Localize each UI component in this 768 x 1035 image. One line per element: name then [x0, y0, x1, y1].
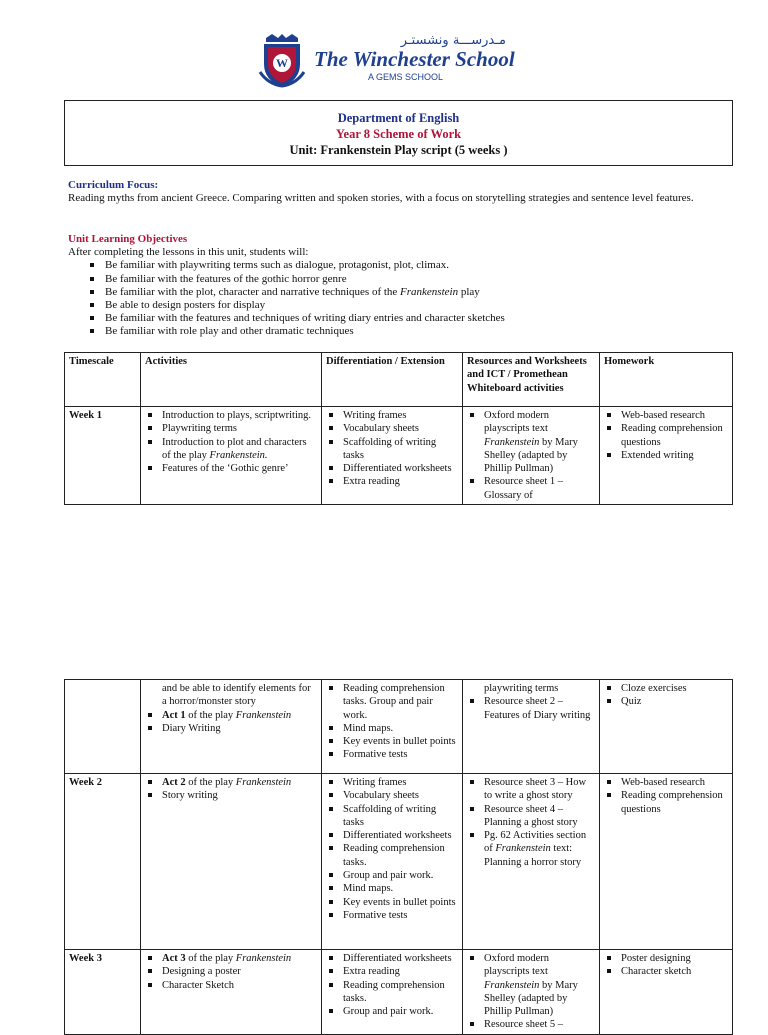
department-title: Department of English: [337, 111, 460, 125]
cell-list-item: Oxford modern playscripts text Frankenstein by Mary Shelley (adapted by Phillip Pullman): [467, 952, 595, 1018]
cell-list-item: Formative tests: [326, 748, 458, 761]
cell-list-item: Scaffolding of writing tasks: [326, 436, 458, 463]
objectives-heading: Unit Learning Objectives: [68, 233, 188, 245]
cell-list-item: Character Sketch: [145, 979, 317, 992]
cell-list-item: Vocabulary sheets: [326, 422, 458, 435]
cell-list-item: Oxford modern playscripts text Frankenstein by Mary Shelley (adapted by Phillip Pullman): [467, 409, 595, 475]
objective-item: Be familiar with role play and other dramatic techniques: [68, 325, 708, 338]
document-header-box: [64, 100, 733, 166]
col-header-activities: Activities: [141, 353, 322, 407]
cell-list-item: Extra reading: [326, 475, 458, 488]
week2-differentiation: [326, 776, 458, 922]
objective-item: Be familiar with the features and techniques of writing diary entries and character sketches: [68, 312, 708, 325]
curriculum-text: Reading myths from ancient Greece. Comparing written and spoken stories, with a focus on storytelling strategies and sentence level features.: [68, 192, 694, 205]
cell-list-item: Web-based research: [604, 409, 728, 422]
school-name: The Winchester School: [314, 47, 515, 71]
cell-list-item: Act 2 of the play Frankenstein: [145, 776, 317, 789]
cell-list-item: Reading comprehension tasks.: [326, 842, 458, 869]
school-subtitle: A GEMS SCHOOL: [368, 72, 444, 82]
cell-list-item: Formative tests: [326, 909, 458, 922]
week2-resources: [467, 776, 595, 869]
cell-list-item: Writing frames: [326, 409, 458, 422]
week1-homework-continued: [604, 682, 728, 709]
week2-activities: [145, 776, 317, 803]
col-header-differentiation: Differentiation / Extension: [322, 353, 463, 407]
cell-list-item: Differentiated worksheets: [326, 462, 458, 475]
cell-list-item: Introduction to plays, scriptwriting.: [145, 409, 317, 422]
table-row-week2: [65, 774, 733, 950]
objectives-intro: After completing the lessons in this unit, students will:: [68, 246, 309, 259]
week3-differentiation: [326, 952, 458, 1018]
cell-list-item: Writing frames: [326, 776, 458, 789]
table-row-week1: [65, 407, 733, 505]
cell-list-item: Cloze exercises: [604, 682, 728, 695]
cell-list-item: Mind maps.: [326, 722, 458, 735]
cell-list-item: Extra reading: [326, 965, 458, 978]
cell-list-item: Poster designing: [604, 952, 728, 965]
week3-homework: [604, 952, 728, 979]
objective-item: Be able to design posters for display: [68, 299, 708, 312]
cell-list-item: Introduction to plot and characters of the play Frankenstein.: [145, 436, 317, 463]
cell-list-item: playwriting terms: [484, 683, 559, 694]
school-logo: [258, 32, 515, 90]
week1-homework: [604, 409, 728, 462]
scheme-table-page1: [64, 352, 733, 505]
col-header-resources: Resources and Worksheets and ICT / Promethean Whiteboard activities: [463, 353, 600, 407]
col-header-homework: Homework: [600, 353, 733, 407]
cell-list-item: Features of the ‘Gothic genre’: [145, 462, 317, 475]
week1-resources: [467, 409, 595, 502]
objective-item: Be familiar with playwriting terms such as dialogue, protagonist, plot, climax.: [68, 259, 708, 272]
cell-list-item: Resource sheet 5 –: [467, 1018, 595, 1031]
curriculum-section: [68, 179, 708, 205]
week1-differentiation: [326, 409, 458, 489]
cell-list-item: Reading comprehension tasks. Group and pair work.: [326, 682, 458, 722]
cell-list-item: Quiz: [604, 695, 728, 708]
objectives-list: [68, 259, 708, 338]
cell-list-item: Reading comprehension questions: [604, 422, 728, 449]
objective-item: Be familiar with the features of the gothic horror genre: [68, 273, 708, 286]
objectives-section: [68, 233, 708, 339]
crest-letter: W: [276, 56, 288, 70]
col-header-timescale: Timescale: [65, 353, 141, 407]
cell-list-item: Resource sheet 4 – Planning a ghost story: [467, 803, 595, 830]
week3-activities: [145, 952, 317, 992]
school-crest-icon: [258, 32, 306, 88]
week2-homework: [604, 776, 728, 816]
week1-activities-continued: [145, 682, 317, 735]
cell-list-item: Differentiated worksheets: [326, 952, 458, 965]
cell-list-item: Resource sheet 2 – Features of Diary writing: [467, 695, 595, 722]
cell-list-item: Extended writing: [604, 449, 728, 462]
cell-list-item: Scaffolding of writing tasks: [326, 803, 458, 830]
unit-title: Unit: Frankenstein Play script (5 weeks ): [289, 143, 508, 157]
table-row-week1-continued: [65, 680, 733, 774]
cell-list-item: Group and pair work.: [326, 869, 458, 882]
cell-list-item: Web-based research: [604, 776, 728, 789]
week1-differentiation-continued: [326, 682, 458, 762]
curriculum-heading: Curriculum Focus:: [68, 179, 159, 191]
week1-label: Week 1: [69, 410, 102, 421]
cell-list-item: Vocabulary sheets: [326, 789, 458, 802]
cell-list-item: Group and pair work.: [326, 1005, 458, 1018]
cell-list-item: Differentiated worksheets: [326, 829, 458, 842]
school-name-arabic: مـدرســـة ونشستـر: [400, 33, 506, 48]
week3-resources: [467, 952, 595, 1032]
objective-item: Be familiar with the plot, character and narrative techniques of the Frankenstein play: [68, 286, 708, 299]
cell-list-item: and be able to identify elements for a horror/monster story: [162, 683, 311, 708]
table-header-row: [65, 353, 733, 407]
cell-list-item: Act 3 of the play Frankenstein: [145, 952, 317, 965]
cell-list-item: Character sketch: [604, 965, 728, 978]
week2-label: Week 2: [69, 777, 102, 788]
cell-list-item: Mind maps.: [326, 882, 458, 895]
year-title: Year 8 Scheme of Work: [335, 127, 462, 141]
cell-list-item: Pg. 62 Activities section of Frankenstein text: Planning a horror story: [467, 829, 595, 869]
table-row-week3: [65, 950, 733, 1035]
week1-activities: [145, 409, 317, 475]
cell-list-item: Key events in bullet points: [326, 735, 458, 748]
cell-list-item: Diary Writing: [145, 722, 317, 735]
cell-list-item: Resource sheet 1 – Glossary of: [467, 475, 595, 502]
cell-list-item: Reading comprehension questions: [604, 789, 728, 816]
week1-resources-continued: [467, 682, 595, 722]
cell-list-item: Act 1 of the play Frankenstein: [145, 709, 317, 722]
cell-list-item: Designing a poster: [145, 965, 317, 978]
cell-list-item: Story writing: [145, 789, 317, 802]
cell-list-item: Playwriting terms: [145, 422, 317, 435]
cell-list-item: Resource sheet 3 – How to write a ghost story: [467, 776, 595, 803]
cell-list-item: Reading comprehension tasks.: [326, 979, 458, 1006]
scheme-table-page2: [64, 679, 733, 1035]
cell-list-item: Key events in bullet points: [326, 896, 458, 909]
week3-label: Week 3: [69, 953, 102, 964]
